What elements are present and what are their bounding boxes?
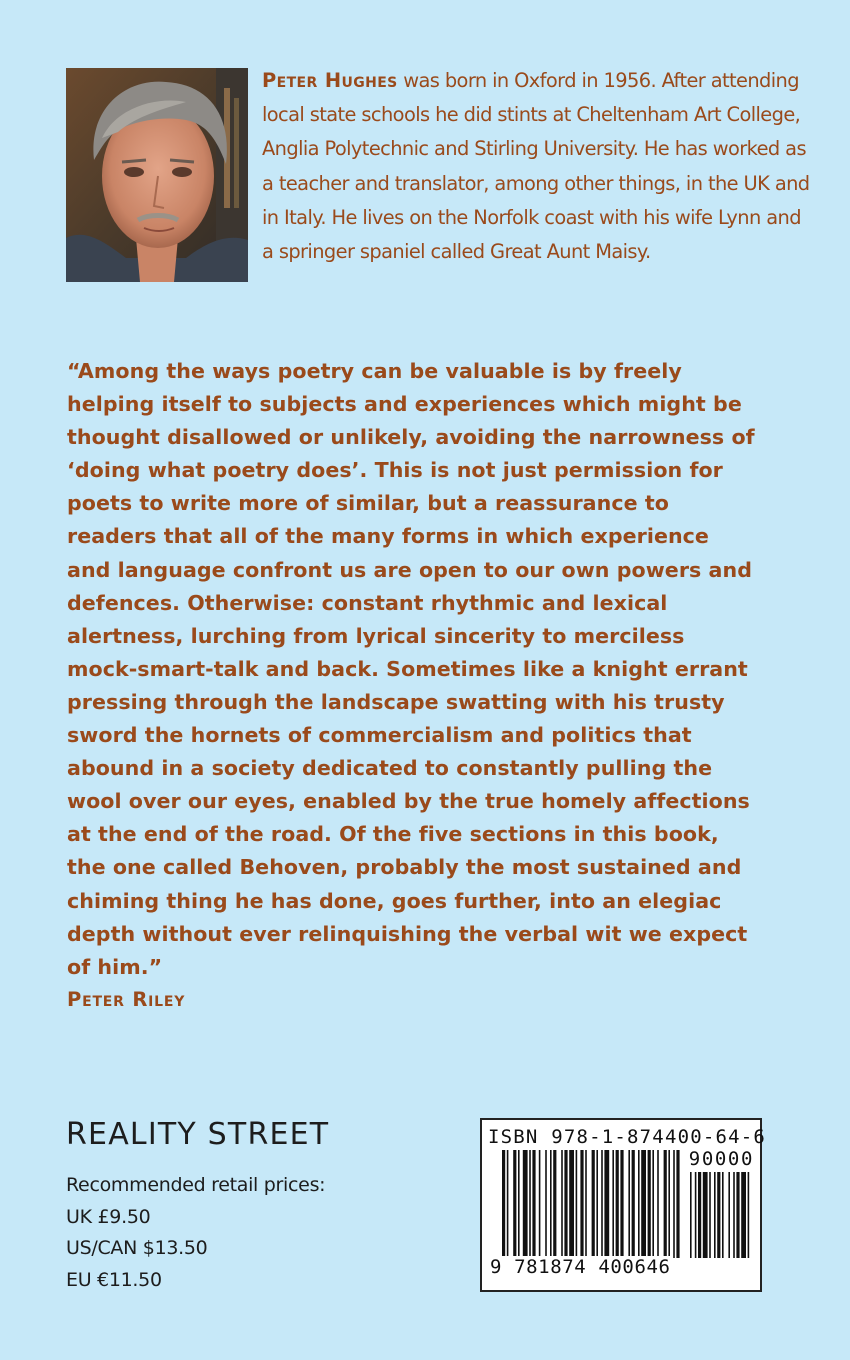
barcode-digits: 9 781874 400646: [490, 1256, 671, 1278]
barcode-bar: [620, 1150, 623, 1258]
price-us-can: US/CAN $13.50: [66, 1237, 208, 1260]
barcode-bar: [564, 1150, 567, 1258]
author-photo: [66, 68, 248, 282]
addon-bar: [741, 1172, 746, 1258]
barcode-bar: [502, 1150, 505, 1258]
author-portrait-image: [66, 68, 248, 282]
barcode-bar: [550, 1150, 552, 1258]
barcode-bar: [612, 1150, 614, 1258]
barcode-bar: [513, 1150, 516, 1258]
barcode-bar: [592, 1150, 595, 1258]
barcode-bar: [585, 1150, 587, 1258]
barcode-bar: [545, 1150, 547, 1258]
publisher-name: REALITY STREET: [66, 1117, 330, 1152]
price-eu: EU €11.50: [66, 1268, 162, 1291]
addon-bar: [717, 1172, 720, 1258]
barcode-bar: [561, 1150, 563, 1258]
barcode-bar: [657, 1150, 659, 1258]
barcode-bar: [580, 1150, 583, 1258]
barcode-bar: [652, 1150, 654, 1258]
barcode-bar: [539, 1150, 541, 1258]
review-quote: “Among the ways poetry can be valuable is by freely helping itself to subjects and experiences which might be thought disallowed or unlikely, avoiding the narrowness of ‘doing what poetry does’. This is not just permission for poets to write more of similar, but a reassurance to readers that all of the many forms in which experience and language confront us are open to our own powers and defences. Otherwise: constant rhythmic and lexical alertness, lurching from lyrical sincerity to merciless mock-smart-talk and back. Sometimes like a knight errant pressing through the landscape swatting with his trusty sword the hornets of commercialism and politics that abound in a society dedicated to constantly pulling the wool over our eyes, enabled by the true homely affections at the end of the road. Of the five sections in this book, the one called Behoven, probably the most sustained and chiming thing he has done, goes further, into an elegiac depth without ever relinquishing the verbal wit we expect of him.”: [67, 359, 755, 979]
price-code: 90000: [688, 1148, 754, 1170]
barcode-bar: [601, 1150, 603, 1258]
author-bio-text: was born in Oxford in 1956. After attending local state schools he did stints at Cheltenham Art College, Anglia Polytechnic and Stirling University. He has worked as a teacher and translator, among other things, in the UK and in Italy. He lives on the Norfolk coast with his wife Lynn and a springer spaniel called Great Aunt Maisy.: [262, 69, 810, 264]
barcode-bar: [529, 1150, 531, 1258]
barcode-bar: [569, 1150, 574, 1258]
barcode-bar: [632, 1150, 635, 1258]
isbn-label: ISBN 978-1-874400-64-6: [488, 1126, 767, 1148]
barcode-bar: [616, 1150, 619, 1258]
retail-prices: [66, 1170, 386, 1296]
barcode-bar: [648, 1150, 651, 1258]
addon-bar: [714, 1172, 716, 1258]
barcode-bar: [664, 1150, 667, 1258]
addon-bar: [690, 1172, 692, 1258]
barcode-bar: [576, 1150, 578, 1258]
addon-bar: [722, 1172, 724, 1258]
barcode-bar: [507, 1150, 509, 1258]
barcode-bar: [668, 1150, 670, 1258]
barcode-bar: [673, 1150, 675, 1258]
addon-bar: [736, 1172, 739, 1258]
barcode-bar: [518, 1150, 520, 1258]
addon-bar: [733, 1172, 735, 1258]
barcode-bar: [676, 1150, 679, 1258]
barcode-bar: [553, 1150, 556, 1258]
addon-bar: [695, 1172, 697, 1258]
addon-bar: [703, 1172, 708, 1258]
addon-bar: [698, 1172, 701, 1258]
addon-bar: [709, 1172, 711, 1258]
addon-bar: [728, 1172, 730, 1258]
barcode-bar: [596, 1150, 598, 1258]
author-bio: [262, 64, 810, 269]
barcode-bar: [604, 1150, 609, 1258]
author-name: Peter Hughes: [262, 69, 398, 92]
barcode-bar: [641, 1150, 646, 1258]
isbn-barcode: [480, 1118, 767, 1292]
barcode-bar: [628, 1150, 630, 1258]
barcode-bar: [638, 1150, 640, 1258]
barcode-bar: [523, 1150, 528, 1258]
barcode-bar: [532, 1150, 535, 1258]
price-uk: UK £9.50: [66, 1205, 151, 1228]
prices-heading: Recommended retail prices:: [66, 1174, 326, 1196]
addon-bar: [748, 1172, 750, 1258]
review-attribution: Peter Riley: [67, 988, 186, 1011]
